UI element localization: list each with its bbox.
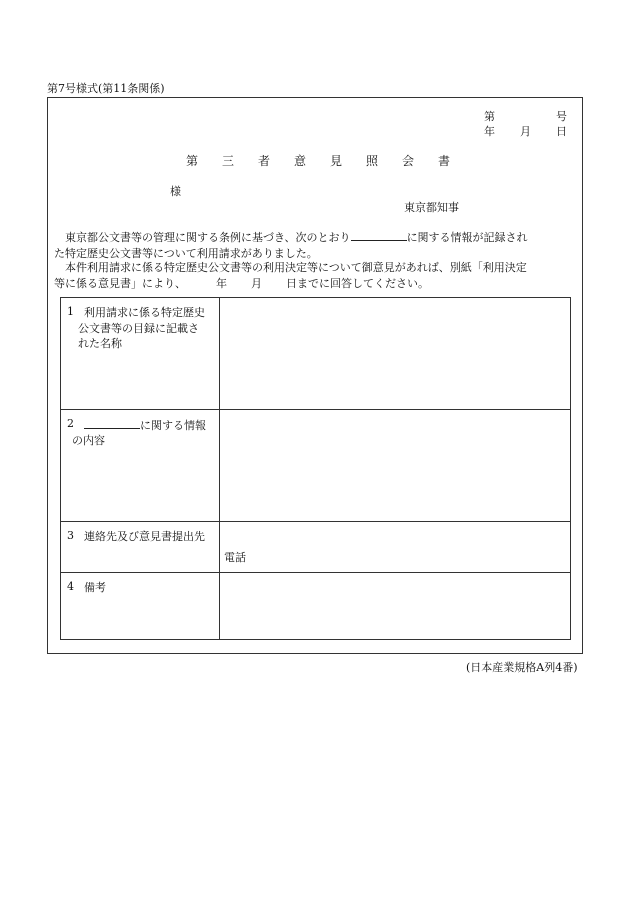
row-label-text: [84, 417, 219, 434]
row-label-continuation: の内容: [72, 433, 105, 447]
table-row: [61, 410, 571, 522]
row-label-continuation: [78, 321, 218, 352]
body-text: 東京都公文書等の管理に関する条例に基づき、次のとおり: [65, 231, 351, 244]
row-content-field[interactable]: [220, 410, 571, 522]
blank-underline: [84, 417, 140, 429]
row-label: [61, 573, 220, 640]
row-number: 3: [67, 529, 74, 542]
body-text: に関する情報が記録され: [406, 231, 528, 244]
row-number: 2: [67, 417, 74, 430]
deadline-year: 年: [216, 276, 227, 290]
label-line: 公文書等の目録に記載さ: [78, 321, 199, 335]
title-char: 会: [402, 154, 415, 168]
number-suffix: 号: [556, 110, 567, 123]
title-char: 三: [222, 154, 235, 168]
form-number: 第7号様式(第11条関係): [47, 82, 165, 95]
date-day: 日: [556, 125, 567, 138]
label-line: れた名称: [78, 337, 122, 350]
title-char: 見: [330, 154, 343, 168]
paper-size-note: (日本産業規格A列4番): [466, 661, 578, 674]
label-line: 利用請求に係る特定歴史: [84, 306, 205, 319]
table-row: [61, 522, 571, 573]
row-label-text: 備考: [84, 581, 106, 594]
number-prefix: 第: [484, 110, 495, 123]
phone-label: 電話: [224, 551, 246, 564]
addressee-honorific: 様: [170, 185, 181, 198]
body-text: 等に係る意見書」により、: [54, 276, 186, 290]
body-paragraph-1: [54, 229, 575, 261]
table-row: [61, 573, 571, 640]
body-text: 日までに回答してください。: [286, 276, 429, 290]
document-number-line: [484, 108, 568, 122]
date-year: 年: [484, 125, 495, 138]
row-label-text: [84, 305, 219, 321]
title-char: 第: [186, 154, 199, 168]
row-content-field[interactable]: [220, 522, 571, 573]
row-content-field[interactable]: [220, 573, 571, 640]
inquiry-table: [60, 297, 571, 640]
title-char: 書: [438, 154, 451, 168]
date-month: 月: [520, 125, 531, 138]
row-label: [61, 410, 220, 522]
sender-name: 東京都知事: [404, 201, 459, 214]
row-label: [61, 298, 220, 410]
title-char: 照: [366, 154, 379, 168]
blank-underline: [351, 229, 407, 241]
deadline-month: 月: [251, 276, 262, 290]
row-label: [61, 522, 220, 573]
title-char: 意: [294, 154, 307, 168]
body-paragraph-2: [54, 260, 575, 291]
row-content-field[interactable]: [220, 298, 571, 410]
document-date-line: [484, 123, 568, 137]
row-number: 4: [67, 580, 74, 593]
body-paragraph-1-line-1: [65, 229, 575, 246]
table-row: [61, 298, 571, 410]
body-paragraph-2-line-2: [54, 276, 575, 292]
label-line: に関する情報: [140, 419, 206, 432]
row-number: 1: [67, 305, 74, 318]
title-char: 者: [258, 154, 271, 168]
row-label-text: 連絡先及び意見書提出先: [84, 530, 205, 543]
body-paragraph-1-line-2: た特定歴史公文書等について利用請求がありました。: [54, 246, 318, 260]
body-paragraph-2-line-1: 本件利用請求に係る特定歴史公文書等の利用決定等について御意見があれば、別紙「利用決定: [65, 261, 527, 274]
